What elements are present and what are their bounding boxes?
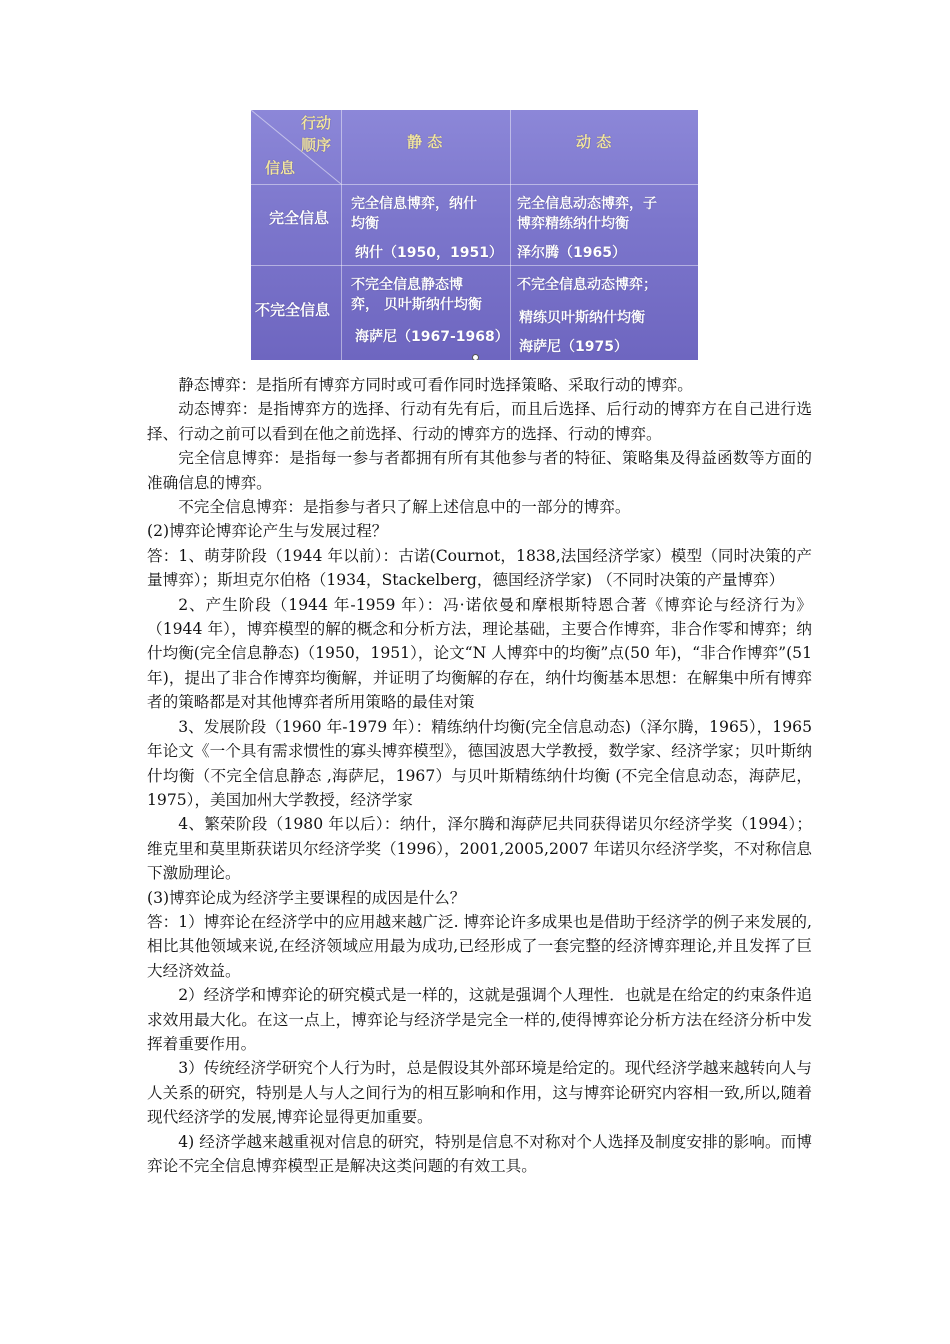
table-vline [341,110,342,360]
cell-complete-dynamic-line1: 完全信息动态博弈，子 [517,196,657,212]
question-2-heading: (2)博弈论博弈论产生与发展过程？ [147,522,388,541]
question-3-heading: (3)博弈论成为经济学主要课程的成因是什么？ [147,888,466,907]
table-hline [251,265,698,266]
corner-order-label: 顺序 [301,136,332,154]
cell-incomplete-static-line1: 不完全信息静态博 [351,277,463,293]
answer-reason-1: 答：1）博弈论在经济学中的应用越来越广泛. 博弈论许多成果也是借助于经济学的例子来发展的, 相比其他领域来说,在经济领域应用最为成功,已经形成了一套完整的经济博弈理论,并且发挥了巨大经济效益。 [147,912,812,980]
answer-stage-3: 3、发展阶段（1960 年-1979 年）：精练纳什均衡(完全信息动态)（泽尔腾，1965），1965 年论文《一个具有需求惯性的寡头博弈模型》，德国波恩大学教授，数学家、经济学家；贝叶斯纳什均衡（不完全信息静态 ,海萨尼，1967）与贝叶斯精练纳什均衡 (不完全信息动态，海萨尼，1975），美国加州大学教授，经济学家 [147,717,812,809]
corner-info-label: 信息 [265,159,296,177]
answer-reason-3: 3）传统经济学研究个人行为时，总是假设其外部环境是给定的。现代经济学越来越转向人与人关系的研究，特别是人与人之间行为的相互影响和作用，这与博弈论研究内容相一致,所以,随着现代经济学的发展,博弈论显得更加重要。 [147,1059,812,1127]
cell-complete-static-line2: 均衡 [351,216,379,232]
row-header-incomplete: 不完全信息 [255,301,331,319]
game-classification-table [251,110,698,360]
col-header-static: 静 态 [407,133,443,151]
cell-incomplete-static-line2: 弈， 贝叶斯纳什均衡 [351,297,482,313]
corner-action-label: 行动 [301,114,332,132]
cell-incomplete-dynamic-line2: 精练贝叶斯纳什均衡 [519,310,645,326]
document-body [147,373,812,1178]
cell-incomplete-dynamic-line3: 海萨尼（1975） [519,339,628,355]
answer-stage-2: 2、产生阶段（1944 年-1959 年）：冯·诺依曼和摩根斯特恩合著《博弈论与经济行为》（1944 年），博弈模型的解的概念和分析方法，理论基础，主要合作博弈，非合作零和博弈；纳什均衡(完全信息静态)（1950，1951），论文“N 人博弈中的均衡”点(50 年)，“非合作博弈”(51 年)，提出了非合作博弈均衡解，并证明了均衡解的存在，纳什均衡基本思想：在解集中所有博弈者的策略都是对其他博弈者所用策略的最佳对策 [147,595,812,712]
answer-stage-1: 答：1、萌芽阶段（1944 年以前）：古诺(Cournot，1838,法国经济学家）模型（同时决策的产量博弈）；斯坦克尔伯格（1934，Stackelberg，德国经济学家) （不同时决策的产量博弈） [147,546,812,590]
definition-static-game: 静态博弈：是指所有博弈方同时或可看作同时选择策略、采取行动的博弈。 [178,376,693,394]
answer-stage-4: 4、繁荣阶段（1980 年以后）：纳什，泽尔腾和海萨尼共同获得诺贝尔经济学奖（1994）；维克里和莫里斯获诺贝尔经济学奖（1996），2001,2005,2007 年诺贝尔经济学奖，不对称信息下激励理论。 [147,815,812,883]
answer-reason-4: 4) 经济学越来越重视对信息的研究，特别是信息不对称对个人选择及制度安排的影响。而博弈论不完全信息博弈模型正是解决这类问题的有效工具。 [147,1132,812,1175]
definition-dynamic-game: 动态博弈：是指博弈方的选择、行动有先有后，而且后选择、后行动的博弈方在自己进行选择、行动之前可以看到在他之前选择、行动的博弈方的选择、行动的博弈。 [147,400,812,443]
cell-incomplete-static-line3: 海萨尼（1967-1968） [355,329,509,345]
cell-incomplete-dynamic-line1: 不完全信息动态博弈； [517,277,657,293]
answer-reason-2: 2）经济学和博弈论的研究模式是一样的，这就是强调个人理性．也就是在给定的约束条件追求效用最大化。在这一点上，博弈论与经济学是完全一样的,使得博弈论分析方法在经济分析中发挥着重要作用。 [147,986,812,1053]
table-vline [510,110,511,360]
cell-complete-static-line1: 完全信息博弈，纳什 [351,196,477,212]
cell-complete-dynamic-line2: 博弈精练纳什均衡 [517,216,629,232]
definition-incomplete-info-game: 不完全信息博弈：是指参与者只了解上述信息中的一部分的博弈。 [178,498,631,517]
cell-complete-dynamic-line3: 泽尔腾（1965） [517,245,626,261]
col-header-dynamic: 动 态 [576,133,612,151]
row-header-complete: 完全信息 [269,209,330,227]
table-hline [251,184,698,185]
image-resize-handle [472,354,479,360]
cell-complete-static-line3: 纳什（1950，1951） [355,245,503,261]
definition-complete-info-game: 完全信息博弈：是指每一参与者都拥有所有其他参与者的特征、策略集及得益函数等方面的准确信息的博弈。 [147,449,812,492]
